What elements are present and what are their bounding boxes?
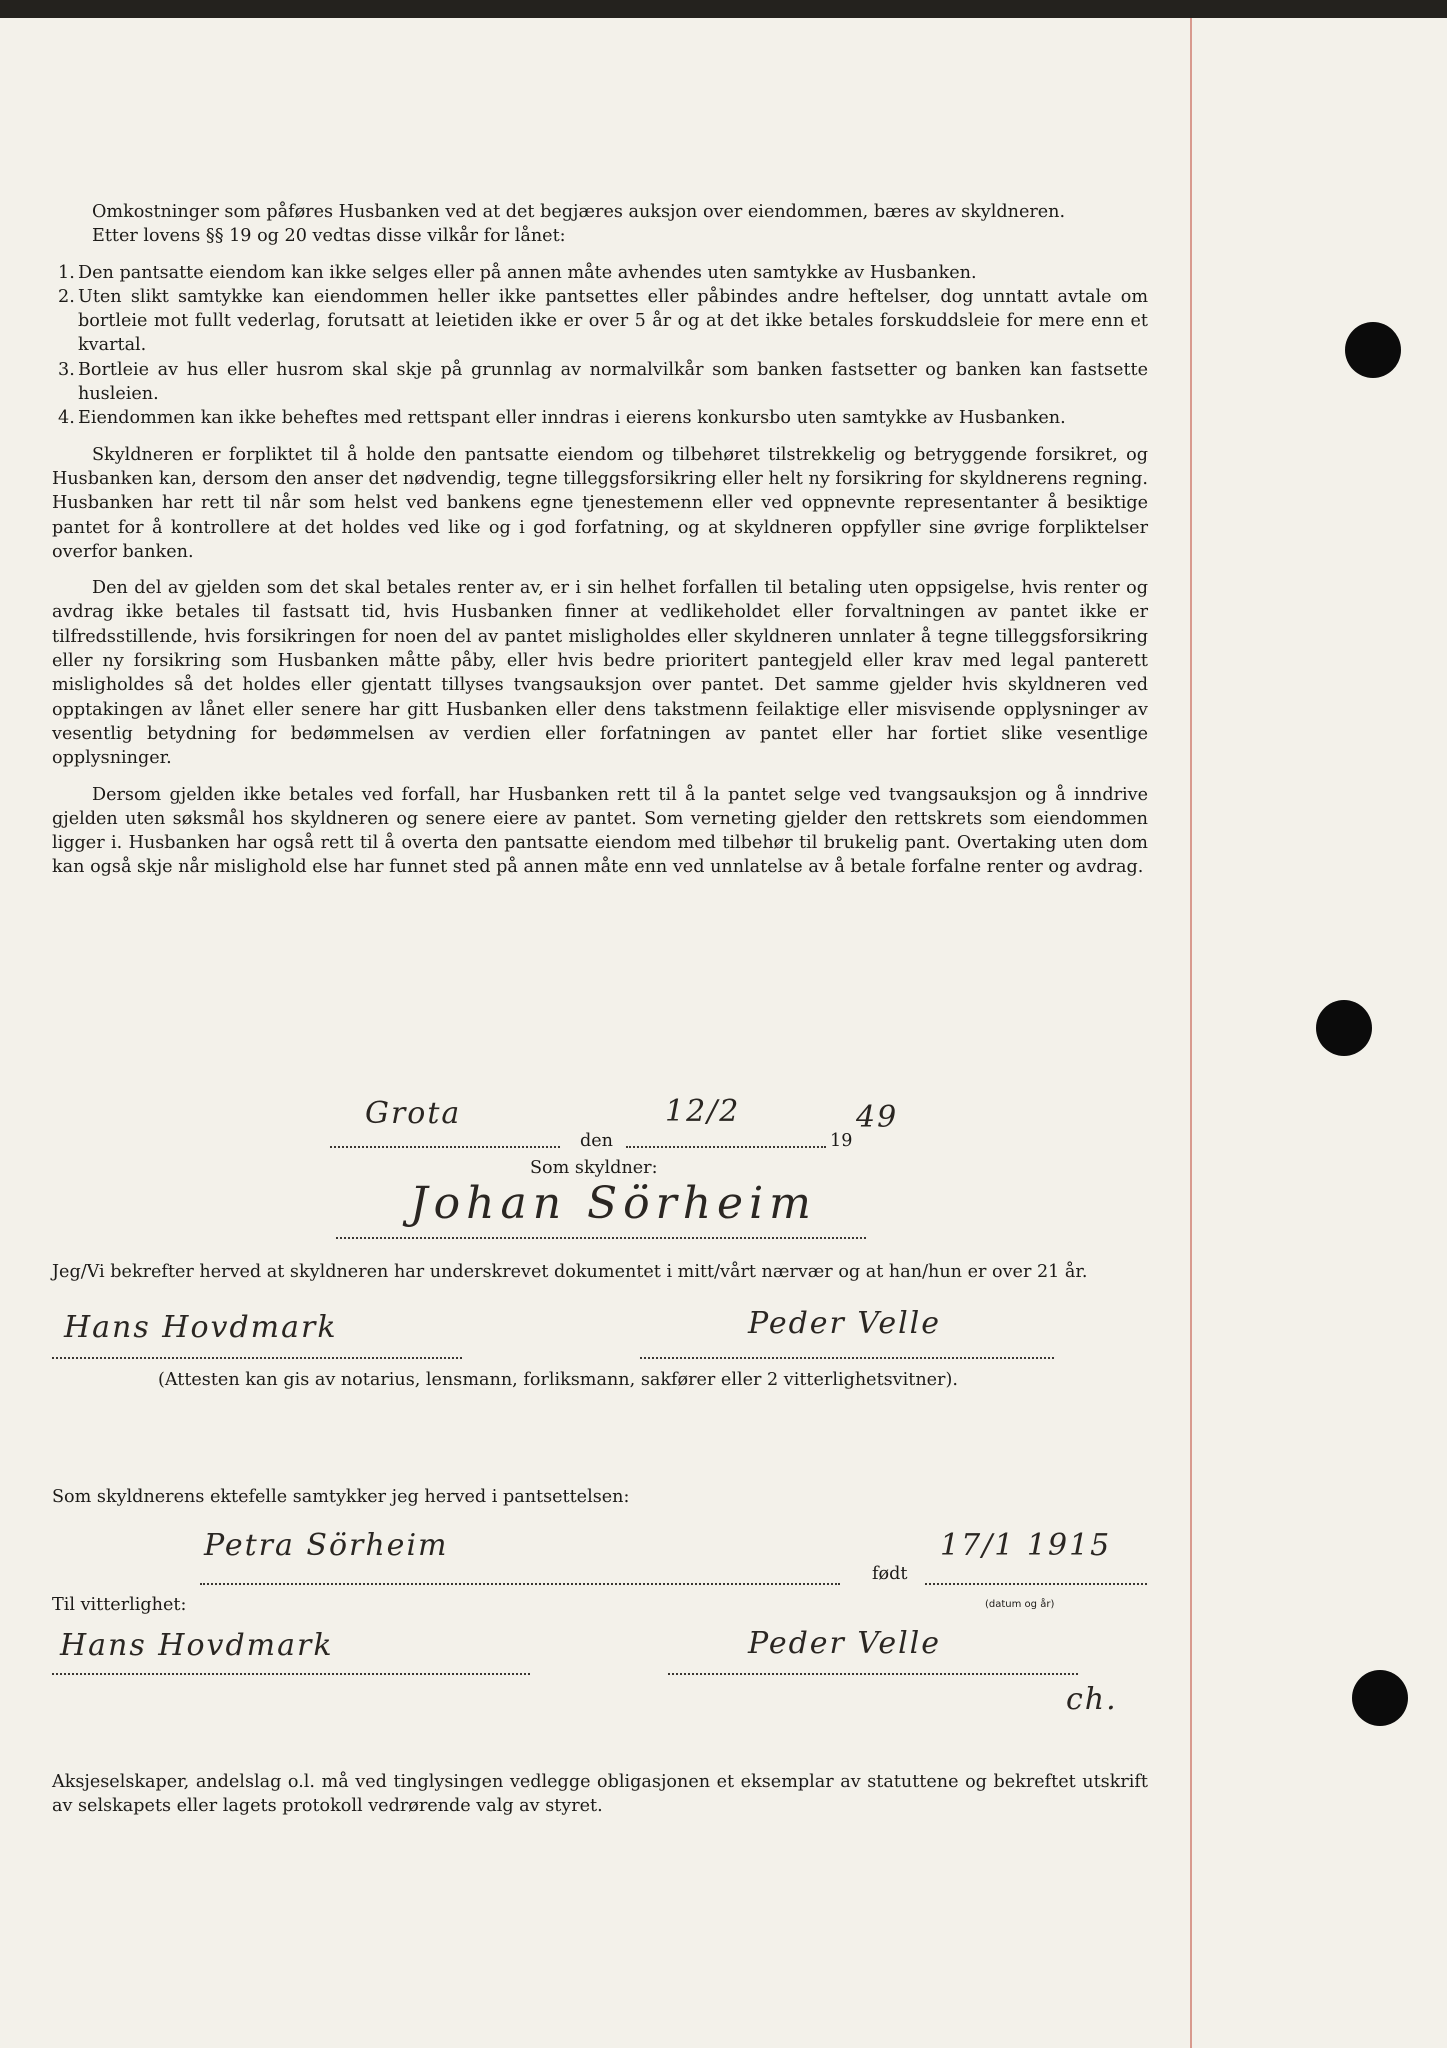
spouse-witness1-line [52, 1673, 530, 1675]
witness2-signature: Peder Velle [748, 1306, 942, 1341]
intro-paragraph: Omkostninger som påføres Husbanken ved at det begjæres auksjon over eiendommen, bæres av skyldneren. [92, 202, 1066, 222]
insurance-paragraph: Skyldneren er forpliktet til å holde den pantsatte eiendom og tilbehøret tilstrekkelig og betryggende forsikret, og Husbanken kan, dersom den anser det nødvendig, tegne tilleggsforsikring eller helt ny forsikring for skyldnerens regning. Husbanken har rett til når som helst ved bankens egne tjenestemenn eller ved oppnevnte representanter å besiktige pantet for å kontrollere at det holdes ved like og i god forfatning, og at skyldneren oppfyller sine øvrige forpliktelser overfor banken. [52, 444, 1148, 562]
condition-number: 3. [58, 359, 75, 380]
intro-conditions-lead: Etter lovens §§ 19 og 20 vedtas disse vilkår for lånet: [92, 226, 566, 247]
condition-item [52, 358, 1148, 407]
clerk-initials: ch. [1066, 1682, 1118, 1717]
den-label: den [580, 1131, 614, 1151]
year-prefix: 19 [830, 1131, 853, 1151]
punch-hole [1352, 1670, 1408, 1726]
witness1-signature: Hans Hovdmark [64, 1310, 338, 1345]
spouse-signature-line [200, 1583, 840, 1585]
condition-text: Uten slikt samtykke kan eiendommen heller ikke pantsettes eller påbindes andre heftelser, dog unntatt avtale om bortleie mot fullt vederlag, forutsatt at leietiden ikke er over 5 år og at det ikke betales forskuddsleie for mere enn et kvartal. [78, 286, 1148, 356]
born-line [925, 1583, 1147, 1585]
condition-item [52, 285, 1148, 358]
terms-text [52, 200, 1148, 880]
spouse-witness2-signature: Peder Velle [748, 1626, 942, 1661]
condition-text: Eiendommen kan ikke beheftes med rettspant eller inndras i eierens konkursbo uten samtykke av Husbanken. [78, 408, 1066, 429]
spouse-witness2-line [668, 1673, 1078, 1675]
debtor-signature-line [336, 1237, 866, 1239]
spouse-consent-text: Som skyldnerens ektefelle samtykker jeg herved i pantsettelsen: [52, 1487, 630, 1507]
spouse-witness1-signature: Hans Hovdmark [60, 1628, 334, 1663]
condition-text: Bortleie av hus eller husrom skal skje på grunnlag av normalvilkår som banken fastsetter og banken kan fastsette husleien. [78, 359, 1148, 405]
born-date-handwritten: 17/1 1915 [940, 1528, 1112, 1563]
punch-hole [1316, 1000, 1372, 1056]
debtor-signature: Johan Sörheim [410, 1178, 817, 1229]
date-handwritten: 12/2 [665, 1094, 741, 1129]
born-label: født [872, 1564, 908, 1584]
place-dotted-line [330, 1146, 560, 1148]
enforcement-paragraph: Dersom gjelden ikke betales ved forfall, har Husbanken rett til å la pantet selge ved tvangsauksjon og å inndrive gjelden uten søksmål hos skyldneren og senere eiere av pantet. Som verneting gjelder den rettskrets som eiendommen ligger i. Husbanken har også rett til å overta den pantsatte eiendom med tilbehør til brukelig pant. Overtaking uten dom kan også skje når mislighold else har funnet sted på annen måte enn ved unnlatelse av å betale forfalne renter og avdrag. [52, 784, 1148, 878]
condition-item [52, 261, 1148, 285]
punch-hole [1345, 322, 1401, 378]
condition-number: 2. [58, 286, 75, 307]
condition-number: 4. [58, 408, 75, 429]
as-debtor-label: Som skyldner: [530, 1158, 658, 1178]
witness1-line [52, 1357, 462, 1359]
date-dotted-line [626, 1146, 826, 1148]
conditions-list [52, 261, 1148, 431]
born-hint: (datum og år) [985, 1599, 1055, 1610]
condition-number: 1. [58, 262, 75, 283]
attest-note: (Attesten kan gis av notarius, lensmann, forliksmann, sakfører eller 2 vitterlighetsvitner). [158, 1370, 958, 1390]
condition-item [52, 406, 1148, 430]
witness2-line [640, 1357, 1054, 1359]
margin-rule [1190, 18, 1192, 2048]
year-handwritten: 49 [856, 1100, 899, 1135]
default-paragraph: Den del av gjelden som det skal betales renter av, er i sin helhet forfallen til betaling uten oppsigelse, hvis renter og avdrag ikke betales til fastsatt tid, hvis Husbanken finner at vedlikeholdet eller forvaltningen av pantet ikke er tilfredsstillende, hvis forsikringen for noen del av pantet misligholdes eller skyldneren unnlater å tegne tilleggsforsikring eller ny forsikring som Husbanken måtte påby, eller hvis bedre prioritert pantegjeld eller krav med legal panterett misligholdes så det holdes eller gjentatt tillyses tvangsauksjon over pantet. Det samme gjelder hvis skyldneren ved opptakingen av lånet eller senere har gitt Husbanken eller dens takstmenn feilaktige eller misvisende opplysninger av vesentlig betydning for bedømmelsen av verdien eller forfatningen av pantet eller har fortiet slike vesentlige opplysninger. [52, 578, 1148, 769]
scan-top-edge [0, 0, 1447, 18]
footer-note: Aksjeselskaper, andelslag o.l. må ved tinglysingen vedlegge obligasjonen et eksemplar av statuttene og bekreftet utskrift av selskapets eller lagets protokoll vedrørende valg av styret. [52, 1772, 1148, 1817]
place-handwritten: Grota [365, 1096, 462, 1131]
condition-text: Den pantsatte eiendom kan ikke selges eller på annen måte avhendes uten samtykke av Husbanken. [78, 262, 977, 283]
witness-label: Til vitterlighet: [52, 1595, 187, 1615]
attest-text: Jeg/Vi bekrefter herved at skyldneren har underskrevet dokumentet i mitt/vårt nærvær og at han/hun er over 21 år. [52, 1262, 1088, 1282]
spouse-signature: Petra Sörheim [204, 1528, 449, 1563]
